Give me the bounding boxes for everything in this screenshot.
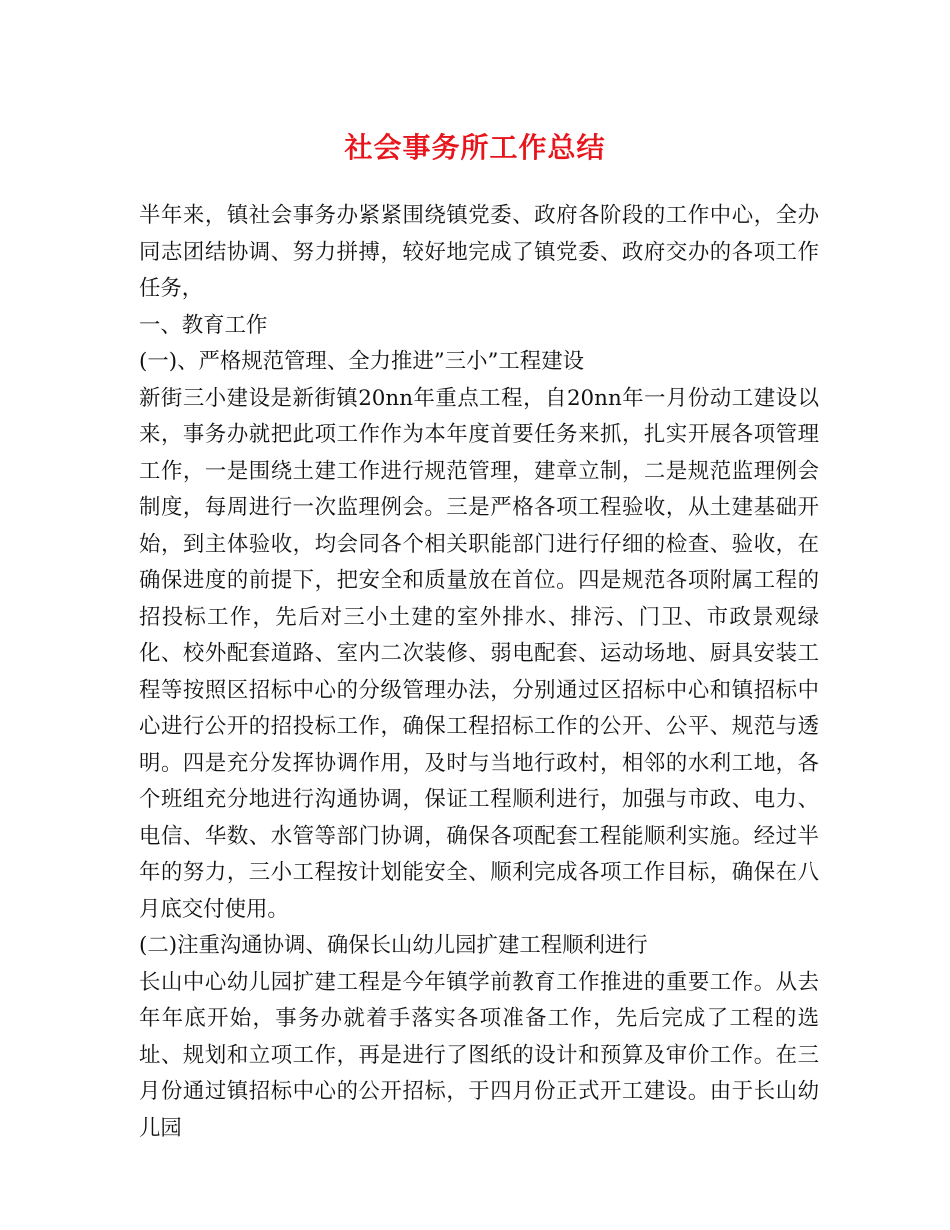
subsection-heading-1: (一)、严格规范管理、全力推进”三小”工程建设 [139, 349, 584, 374]
body-paragraph: 长山中心幼儿园扩建工程是今年镇学前教育工作推进的重要工作。从去年年底开始，事务办就着手落实各项准备工作，先后完成了工程的选址、规划和立项工作，再是进行了图纸的设计和预算及审价工作。在三月份通过镇招标中心的公开招标，于四月份正式开工建设。由于长山幼儿园 [139, 969, 819, 1141]
section-heading-education: 一、教育工作 [139, 312, 268, 338]
body-paragraph: 新街三小建设是新街镇20nn年重点工程，自20nn年一月份动工建设以来，事务办就把此项工作作为本年度首要任务来抓，扎实开展各项管理工作，一是围绕土建工作进行规范管理，建章立制，二是规范监理例会制度，每周进行一次监理例会。三是严格各项工程验收，从土建基础开始，到主体验收，均会同各个相关职能部门进行仔细的检查、验收，在确保进度的前提下，把安全和质量放在首位。四是规范各项附属工程的招投标工作，先后对三小土建的室外排水、排污、门卫、市政景观绿化、校外配套道路、室内二次装修、弱电配套、运动场地、厨具安装工程等按照区招标中心的分级管理办法，分别通过区招标中心和镇招标中心进行公开的招投标工作，确保工程招标工作的公开、公平、规范与透明。四是充分发挥协调作用，及时与当地行政村，相邻的水利工地，各个班组充分地进行沟通协调，保证工程顺利进行，加强与市政、电力、电信、华数、水管等部门协调，确保各项配套工程能顺利实施。经过半年的努力，三小工程按计划能安全、顺利完成各项工作目标，确保在八月底交付使用。 [139, 385, 819, 922]
document-title: 社会事务所工作总结 [344, 131, 606, 164]
subsection-heading-2: (二)注重沟通协调、确保长山幼儿园扩建工程顺利进行 [139, 933, 648, 958]
intro-paragraph: 半年来，镇社会事务办紧紧围绕镇党委、政府各阶段的工作中心，全办同志团结协调、努力拼搏，较好地完成了镇党委、政府交办的各项工作任务， [139, 203, 819, 301]
document-body [139, 198, 819, 1147]
